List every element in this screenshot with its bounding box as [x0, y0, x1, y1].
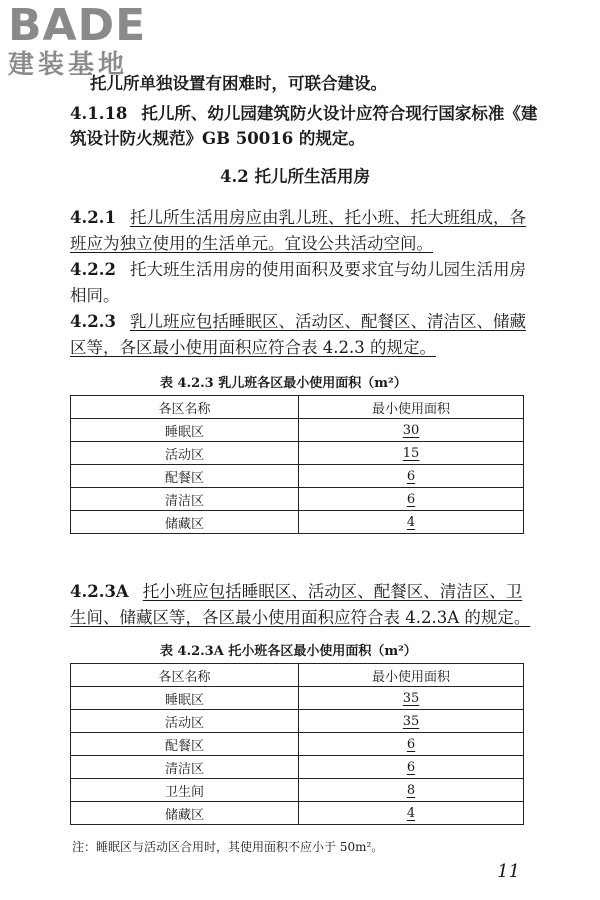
table-note: 注：睡眠区与活动区合用时，其使用面积不应小于 50m²。: [72, 840, 384, 854]
clause-text-line2: 区等，各区最小使用面积应符合表 4.2.3 的规定。: [70, 338, 436, 357]
table-cell: 活动区: [71, 710, 299, 733]
section-title: 4.2 托儿所生活用房: [220, 167, 370, 186]
table-cell: 6: [299, 733, 524, 756]
clause-text: 托儿所、幼儿园建筑防火设计应符合现行国家标准《建: [141, 104, 538, 123]
table-row: [71, 687, 524, 710]
table-row: [71, 442, 524, 465]
table-cell: 清洁区: [71, 756, 299, 779]
table-row: [71, 710, 524, 733]
table-caption: 表 4.2.3A 托小班各区最小使用面积（m²）: [160, 644, 417, 659]
table-row: [71, 488, 524, 511]
clause-text-line2: 生间、储藏区等，各区最小使用面积应符合表 4.2.3A 的规定。: [70, 608, 531, 627]
table-header-cell: 最小使用面积: [299, 664, 524, 687]
logo-sub-text: 建装基地: [8, 50, 129, 80]
table-cell: 清洁区: [71, 488, 299, 511]
table-cell: 6: [299, 465, 524, 488]
table-header-row: [71, 396, 524, 419]
table-header-cell: 各区名称: [71, 664, 299, 687]
data-table: [70, 663, 524, 825]
table-header-cell: 各区名称: [71, 396, 299, 419]
clause-number: 4.2.1: [70, 208, 116, 227]
table-row: [71, 733, 524, 756]
table-header-cell: 最小使用面积: [299, 396, 524, 419]
clause-number: 4.2.3: [70, 312, 116, 331]
clause-4-2-1: [70, 204, 526, 228]
clause-number: 4.1.18: [70, 104, 128, 123]
clause-4-1-18: [70, 100, 537, 124]
table-row: [71, 465, 524, 488]
clause-text: 托儿所生活用房应由乳儿班、托小班、托大班组成，各: [129, 208, 526, 227]
table-cell: 4: [299, 802, 524, 825]
table-row: [71, 802, 524, 825]
table-cell: 35: [299, 710, 524, 733]
table-cell: 储藏区: [71, 511, 299, 534]
clause-text: 乳儿班应包括睡眠区、活动区、配餐区、清洁区、储藏: [129, 312, 526, 331]
table-header-row: [71, 664, 524, 687]
table-cell: 卫生间: [71, 779, 299, 802]
clause-text: 托小班应包括睡眠区、活动区、配餐区、清洁区、卫: [142, 582, 523, 601]
clause-4-2-3: [70, 308, 526, 332]
clause-number: 4.2.2: [70, 260, 116, 279]
logo-main-text: BADE: [8, 0, 147, 51]
table-cell: 储藏区: [71, 802, 299, 825]
clause-text-line2: 班应为独立使用的生活单元。宜设公共活动空间。: [70, 234, 433, 253]
table-cell: 35: [299, 687, 524, 710]
table-cell: 8: [299, 779, 524, 802]
table-row: [71, 756, 524, 779]
clause-text-line2: 筑设计防火规范》GB 50016 的规定。: [70, 129, 365, 148]
table-cell: 睡眠区: [71, 687, 299, 710]
table-cell: 6: [299, 488, 524, 511]
clause-text: 托大班生活用房的使用面积及要求宜与幼儿园生活用房: [129, 260, 526, 279]
data-table: [70, 395, 524, 534]
table-cell: 15: [299, 442, 524, 465]
clause-text-line2: 相同。: [70, 286, 120, 305]
table-cell: 睡眠区: [71, 419, 299, 442]
logo: [8, 0, 147, 80]
clause-number: 4.2.3A: [70, 582, 129, 601]
table-cell: 30: [299, 419, 524, 442]
table-caption: 表 4.2.3 乳儿班各区最小使用面积（m²）: [160, 376, 407, 391]
paragraph-continuation: 托儿所单独设置有困难时，可联合建设。: [90, 74, 387, 93]
table-cell: 配餐区: [71, 465, 299, 488]
table-cell: 活动区: [71, 442, 299, 465]
table-row: [71, 779, 524, 802]
table-row: [71, 419, 524, 442]
table-cell: 配餐区: [71, 733, 299, 756]
clause-4-2-3a: [70, 578, 522, 602]
clause-4-2-2: [70, 256, 526, 280]
table-cell: 6: [299, 756, 524, 779]
table-cell: 4: [299, 511, 524, 534]
table-row: [71, 511, 524, 534]
page-number: 11: [497, 861, 520, 882]
